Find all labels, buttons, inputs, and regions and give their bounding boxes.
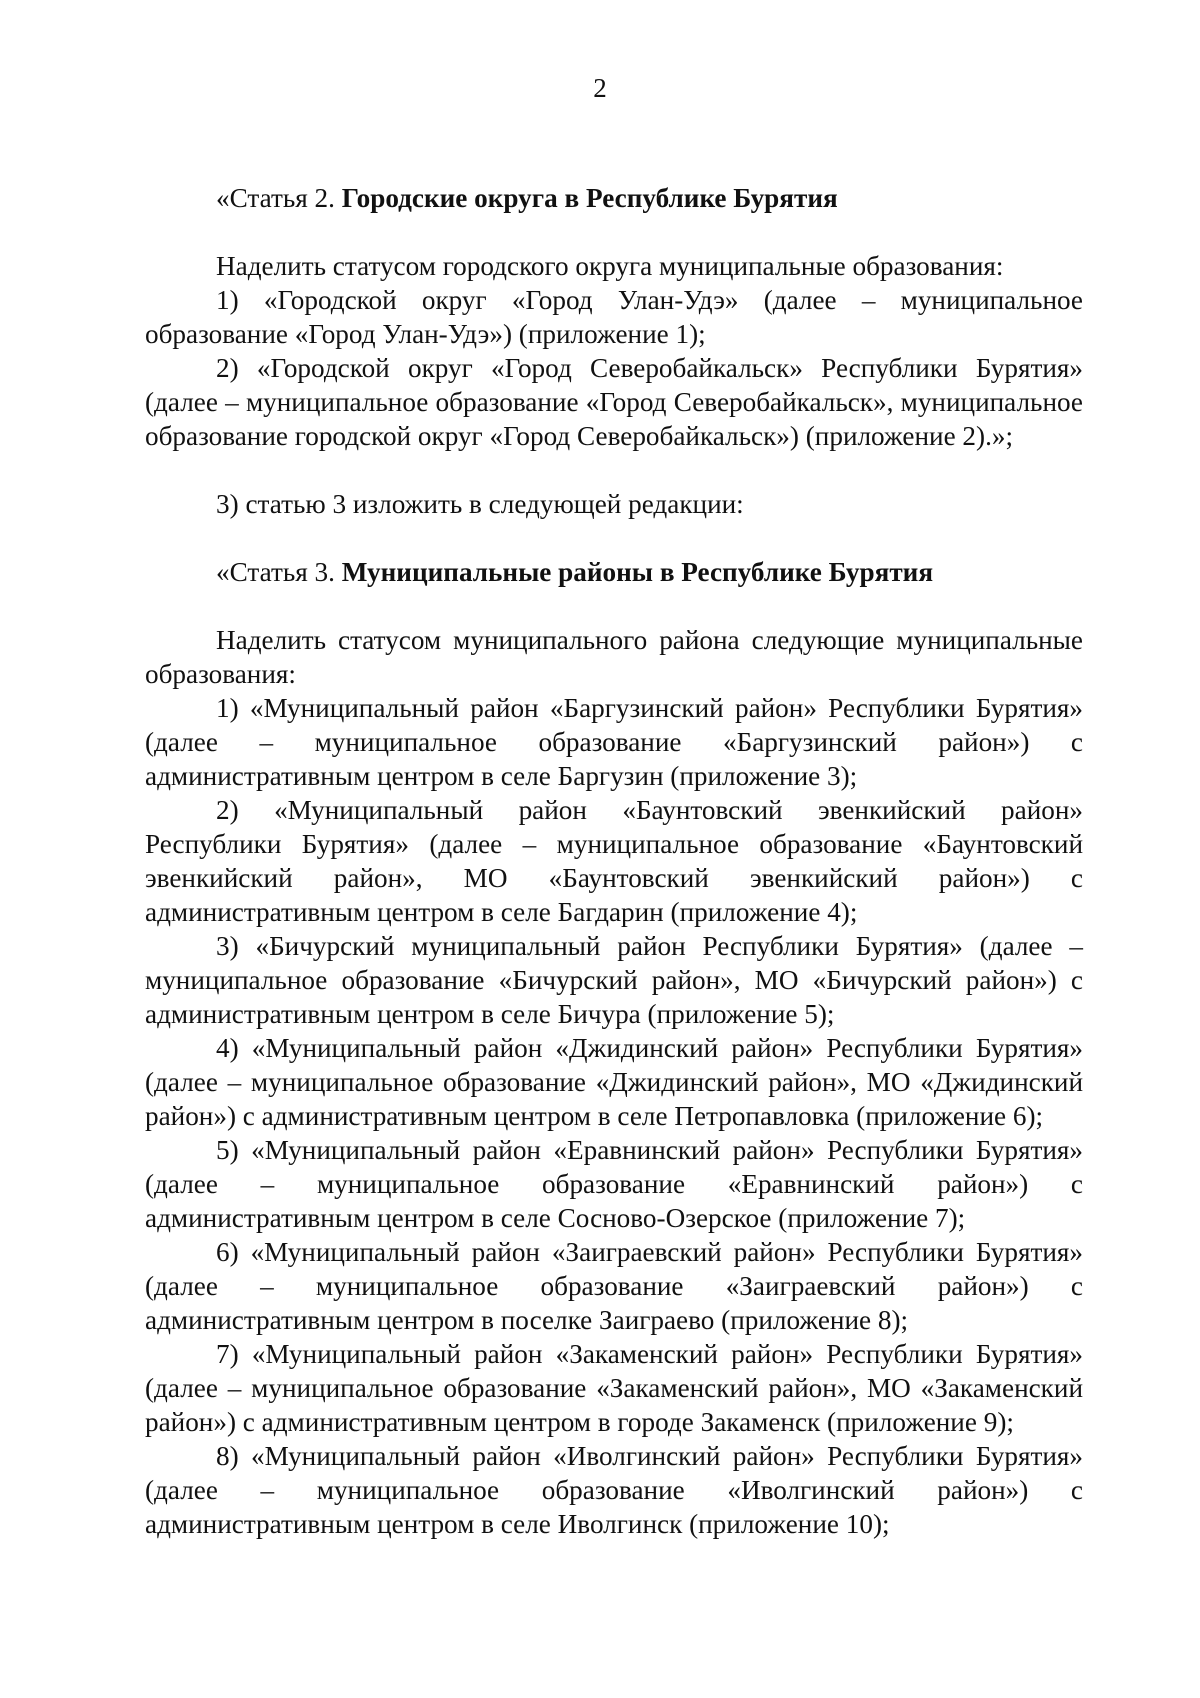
article-2-title: Городские округа в Республике Бурятия [341, 183, 838, 213]
article-3-heading [145, 555, 1083, 589]
article-3-item-7: 7) «Муниципальный район «Закаменский район» Республики Бурятия» (далее – муниципальное образование «Закаменский район», МО «Закаменский район») с административным центром в городе Закаменск (приложение 9); [145, 1339, 1083, 1437]
article-3-prefix: «Статья 3. [216, 557, 342, 587]
article-3-title: Муниципальные районы в Республике Бурятия [341, 557, 934, 587]
amendment-3: 3) статью 3 изложить в следующей редакции: [216, 489, 744, 519]
document-body [145, 181, 1083, 1541]
article-2-item-2: 2) «Городской округ «Город Северобайкальск» Республики Бурятия» (далее – муниципальное образование «Город Северобайкальск», муниципальное образование городской округ «Город Северобайкальск») (приложение 2).»; [145, 353, 1083, 451]
article-3-item-3: 3) «Бичурский муниципальный район Республики Бурятия» (далее – муниципальное образование «Бичурский район», МО «Бичурский район») с административным центром в селе Бичура (приложение 5); [145, 931, 1083, 1029]
article-2-heading [145, 181, 1083, 215]
article-3-item-5: 5) «Муниципальный район «Еравнинский район» Республики Бурятия» (далее – муниципальное образование «Еравнинский район») с административным центром в селе Сосново-Озерское (приложение 7); [145, 1135, 1083, 1233]
spacer [145, 453, 1083, 487]
article-3-item-4: 4) «Муниципальный район «Джидинский район» Республики Бурятия» (далее – муниципальное образование «Джидинский район», МО «Джидинский район») с административным центром в селе Петропавловка (приложение 6); [145, 1033, 1083, 1131]
article-2-item-1: 1) «Городской округ «Город Улан-Удэ» (далее – муниципальное образование «Город Улан-Удэ») (приложение 1); [145, 285, 1083, 349]
article-2-prefix: «Статья 2. [216, 183, 342, 213]
article-3-item-1: 1) «Муниципальный район «Баргузинский район» Республики Бурятия» (далее – муниципальное образование «Баргузинский район») с административным центром в селе Баргузин (приложение 3); [145, 693, 1083, 791]
article-3-item-2: 2) «Муниципальный район «Баунтовский эвенкийский район» Республики Бурятия» (далее – муниципальное образование «Баунтовский эвенкийский район», МО «Баунтовский эвенкийский район») с административным центром в селе Багдарин (приложение 4); [145, 795, 1083, 927]
spacer [145, 215, 1083, 249]
spacer [145, 589, 1083, 623]
article-3-item-6: 6) «Муниципальный район «Заиграевский район» Республики Бурятия» (далее – муниципальное образование «Заиграевский район») с административным центром в поселке Заиграево (приложение 8); [145, 1237, 1083, 1335]
article-2-intro: Наделить статусом городского округа муниципальные образования: [216, 251, 1004, 281]
page-number: 2 [593, 73, 607, 103]
spacer [145, 521, 1083, 555]
article-3-item-8: 8) «Муниципальный район «Иволгинский район» Республики Бурятия» (далее – муниципальное образование «Иволгинский район») с административным центром в селе Иволгинск (приложение 10); [145, 1441, 1083, 1539]
article-3-intro: Наделить статусом муниципального района следующие муниципальные образования: [145, 625, 1083, 689]
